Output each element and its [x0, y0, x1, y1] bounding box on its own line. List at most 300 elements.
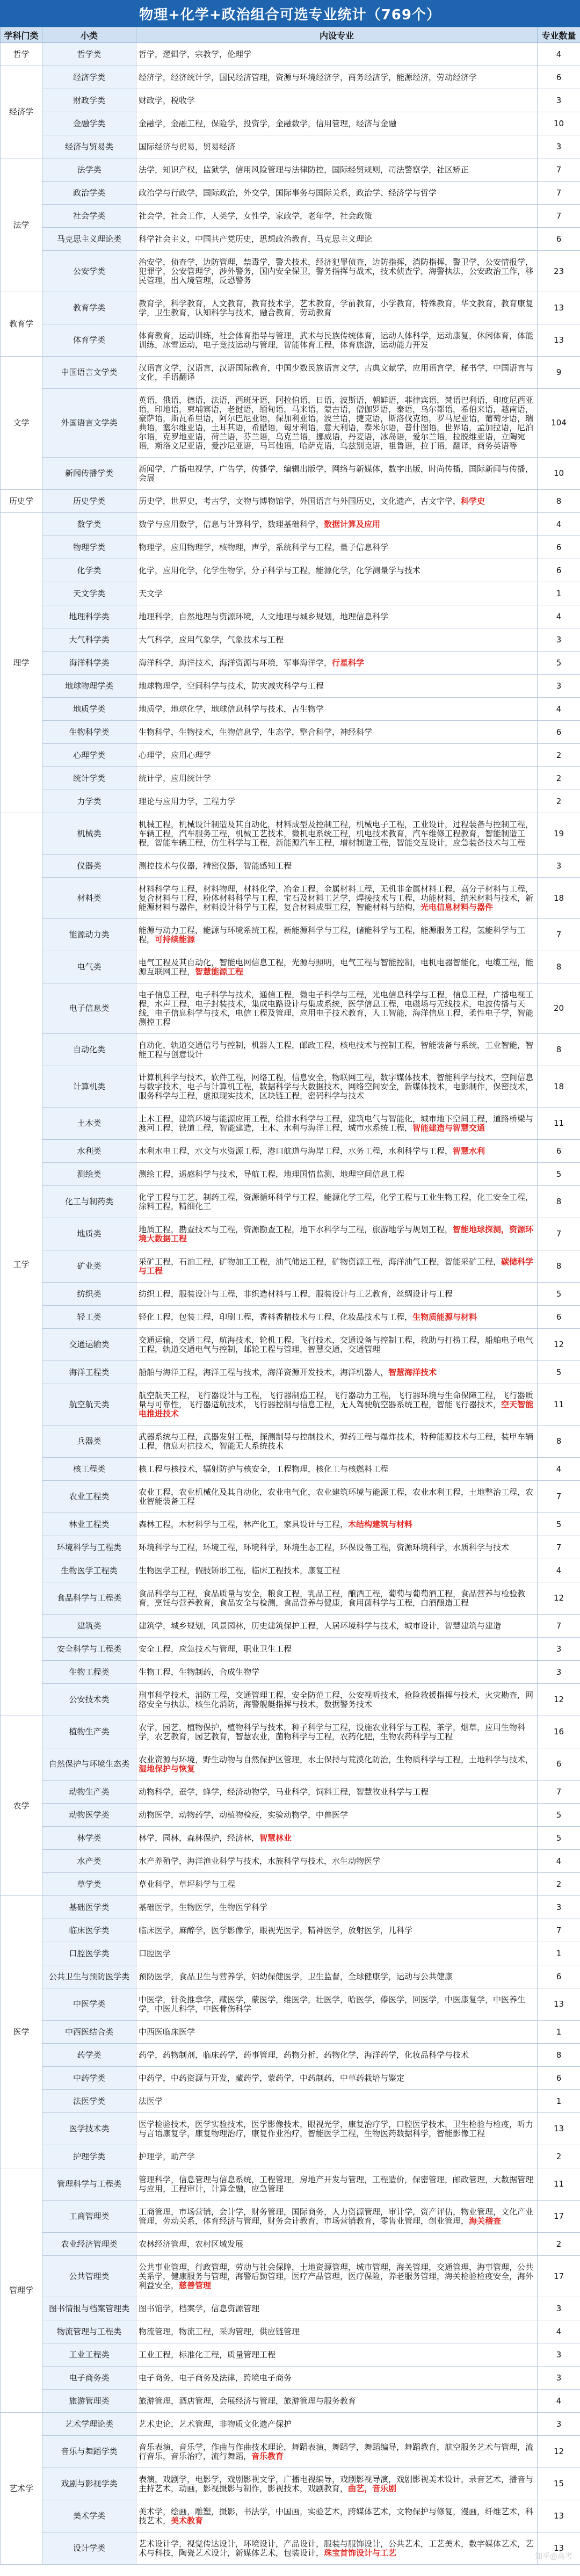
count-cell: 2: [538, 790, 580, 813]
majors-cell: 中医学，针灸推拿学，藏医学，蒙医学，维医学，壮医学，哈医学，傣医学，回医学，中医康复学，中医养生学，中医儿科学，中医骨伤科学: [136, 1988, 538, 2021]
table-row: [1, 1582, 580, 1615]
class-cell: 植物生产类: [42, 1716, 136, 1748]
majors-cell: 医学检验技术，医学实验技术，医学影像技术，眼视光学，康复治疗学，口腔医学技术，卫生检验与检疫，听力与言语康复学，康复物理治疗，康复作业治疗，智能医学工程，生物医药数据科学，智能影像工程: [136, 2113, 538, 2145]
count-cell: 13: [538, 324, 580, 357]
class-cell: 统计学类: [42, 767, 136, 790]
table-row: [1, 66, 580, 89]
count-cell: 12: [538, 2436, 580, 2468]
majors-cell: 临床医学，麻醉学，医学影像学，眼视光医学，精神医学，放射医学，儿科学: [136, 1919, 538, 1942]
majors-text: 水利水电工程，水文与水资源工程，港口航道与海岸工程，水务工程，水利科学与工程，: [139, 1146, 453, 1156]
class-cell: 马克思主义理论类: [42, 228, 136, 251]
watermark: 知乎@高考: [535, 2552, 572, 2561]
majors-cell: 中药学，中药资源与开发，藏药学，蒙药学，中药制药，中草药栽培与鉴定: [136, 2067, 538, 2090]
class-cell: 大气科学类: [42, 628, 136, 652]
table-row: [1, 1781, 580, 1804]
table-row: [1, 2436, 580, 2468]
new-major-highlight: 智能地球探测，资源环境大数据工程: [139, 1224, 534, 1243]
new-major-highlight: 湿地保护与恢复: [139, 1763, 195, 1774]
class-cell: 艺术学理论类: [42, 2413, 136, 2436]
table-row: [1, 878, 580, 919]
count-cell: 6: [538, 536, 580, 559]
class-cell: 地质学类: [42, 698, 136, 721]
new-major-highlight: 音乐教育: [251, 2451, 284, 2461]
class-cell: 体育学类: [42, 324, 136, 357]
majors-text: 历史学，世界史，考古学，文物与博物馆学，外国语言与外国历史，文化遗产，古文字学，: [139, 496, 461, 506]
table-row: [1, 559, 580, 582]
majors-cell: [136, 2532, 538, 2565]
count-cell: 5: [538, 1361, 580, 1384]
class-cell: 物流管理与工程类: [42, 2320, 136, 2343]
majors-text: 音乐表演，音乐学，作曲与作曲技术理论，舞蹈表演，舞蹈学，舞蹈编导，舞蹈教育，航空服务艺术与管理，流行音乐，音乐治疗，流行舞蹈，: [139, 2442, 534, 2461]
majors-cell: 政治学与行政学，国际政治，外交学，国际事务与国际关系，政治学、经济学与哲学: [136, 182, 538, 205]
table-row: [1, 158, 580, 182]
class-cell: 力学类: [42, 790, 136, 813]
class-cell: 环境科学与工程类: [42, 1536, 136, 1559]
majors-cell: 工业工程，标准化工程，质量管理工程: [136, 2343, 538, 2367]
new-major-highlight: 空天智能电推进技术: [139, 1399, 534, 1419]
majors-cell: 艺术史论，艺术管理，非物质文化遗产保护: [136, 2413, 538, 2436]
count-cell: 20: [538, 983, 580, 1034]
majors-text: 农业资源与环境，野生动物与自然保护区管理，水土保持与荒漠化防治，生物质科学与工程，土地科学与技术，: [139, 1754, 534, 1764]
count-cell: 17: [538, 2256, 580, 2297]
table-row: [1, 324, 580, 357]
class-cell: 海洋工程类: [42, 1361, 136, 1384]
majors-cell: 护理学，助产学: [136, 2145, 538, 2168]
class-cell: 草学类: [42, 1873, 136, 1896]
table-row: [1, 228, 580, 251]
majors-cell: 测绘工程，遥感科学与技术，导航工程，地理国情监测，地理空间信息工程: [136, 1163, 538, 1186]
table-row: [1, 628, 580, 652]
table-row: [1, 1988, 580, 2021]
majors-text: 表演，戏剧学，电影学，戏剧影视文学，广播电视编导，戏剧影视导演，戏剧影视美术设计，录音艺术，播音与主持艺术，动画，影视摄影与制作，影视技术，戏剧教育，: [139, 2474, 534, 2493]
class-cell: 临床医学类: [42, 1919, 136, 1942]
count-cell: 7: [538, 205, 580, 228]
table-row: [1, 1140, 580, 1163]
table-row: [1, 2390, 580, 2413]
count-cell: 2: [538, 744, 580, 767]
class-cell: 电子商务类: [42, 2367, 136, 2390]
table-row: [1, 536, 580, 559]
count-cell: 3: [538, 628, 580, 652]
majors-cell: 测控技术与仪器，精密仪器，智能感知工程: [136, 855, 538, 878]
count-cell: 6: [538, 1748, 580, 1781]
class-cell: 仪器类: [42, 855, 136, 878]
majors-cell: 统计学，应用统计学: [136, 767, 538, 790]
header-row: [1, 27, 580, 43]
majors-cell: 地质学，地球化学，地球信息科学与技术，古生物学: [136, 698, 538, 721]
majors-text: 轻化工程，包装工程，印刷工程，香料香精技术与工程，化妆品技术与工程，: [139, 1312, 413, 1322]
majors-cell: 安全工程，应急技术与管理，职业卫生工程: [136, 1638, 538, 1661]
new-major-highlight: 可持续能源: [155, 934, 195, 944]
class-cell: 海洋科学类: [42, 652, 136, 675]
count-cell: 3: [538, 2367, 580, 2390]
majors-text: 能源与动力工程，能源与环境系统工程，新能源科学与工程，储能科学与工程，能源服务工程，氢能科学与工程，: [139, 925, 526, 944]
majors-cell: 图书馆学，档案学，信息资源管理: [136, 2297, 538, 2320]
table-row: [1, 135, 580, 158]
majors-cell: 国际经济与贸易，贸易经济: [136, 135, 538, 158]
class-cell: 地理科学类: [42, 605, 136, 628]
class-cell: 药学类: [42, 2044, 136, 2067]
table-row: [1, 112, 580, 135]
class-cell: 水产类: [42, 1850, 136, 1873]
category-cell: 艺术学: [1, 2413, 42, 2565]
count-cell: 13: [538, 2113, 580, 2145]
majors-cell: 旅游管理，酒店管理，会展经济与管理，旅游管理与服务教育: [136, 2390, 538, 2413]
count-cell: 1: [538, 582, 580, 605]
count-cell: 7: [538, 182, 580, 205]
class-cell: 法医学类: [42, 2090, 136, 2113]
class-cell: 中国语言文学类: [42, 357, 136, 389]
class-cell: 交通运输类: [42, 1329, 136, 1361]
count-cell: 6: [538, 2067, 580, 2090]
class-cell: 医学技术类: [42, 2113, 136, 2145]
majors-cell: 建筑学，城乡规划，风景园林，历史建筑保护工程，人居环境科学与技术，城市设计，智慧建筑与建造: [136, 1615, 538, 1638]
class-cell: 金融学类: [42, 112, 136, 135]
table-row: [1, 2413, 580, 2436]
count-cell: 5: [538, 1827, 580, 1850]
count-cell: 1: [538, 2090, 580, 2113]
count-cell: 3: [538, 1896, 580, 1919]
class-cell: 管理科学与工程类: [42, 2168, 136, 2201]
class-cell: 中药学类: [42, 2067, 136, 2090]
table-row: [1, 2532, 580, 2565]
count-cell: 10: [538, 458, 580, 490]
majors-cell: 口腔医学: [136, 1942, 538, 1965]
majors-cell: 管理科学，信息管理与信息系统，工程管理，房地产开发与管理，工程造价，保密管理，邮政管理，大数据管理与应用，工程审计，计算金融，应急管理: [136, 2168, 538, 2201]
new-major-highlight: 智慧海洋技术: [388, 1367, 437, 1377]
new-major-highlight: 科学史: [461, 496, 485, 506]
majors-text: 美术学，绘画，雕塑，摄影，书法学，中国画，实验艺术，跨媒体艺术，文物保护与修复，漫画，纤维艺术，科技艺术，: [139, 2506, 534, 2526]
count-cell: 7: [538, 1536, 580, 1559]
count-cell: 4: [538, 1850, 580, 1873]
count-cell: 3: [538, 675, 580, 698]
table-row: [1, 43, 580, 66]
majors-cell: 地理科学，自然地理与资源环境，人文地理与城乡规划，地理信息科学: [136, 605, 538, 628]
majors-cell: 哲学，逻辑学，宗教学，伦理学: [136, 43, 538, 66]
category-cell: 农学: [1, 1716, 42, 1896]
count-cell: 11: [538, 1108, 580, 1140]
table-row: [1, 1218, 580, 1250]
new-major-highlight: 慈善管理: [179, 2280, 212, 2290]
class-cell: 外国语言文学类: [42, 389, 136, 458]
class-cell: 地球物理学类: [42, 675, 136, 698]
majors-cell: 化学工程与工艺，制药工程，资源循环科学与工程，能源化学工程，化学工程与工业生物工程，化工安全工程，涂料工程，精细化工: [136, 1186, 538, 1218]
majors-cell: 化学，应用化学，化学生物学，分子科学与工程，能源化学，化学测量学与技术: [136, 559, 538, 582]
category-cell: 教育学: [1, 292, 42, 357]
majors-cell: 动物科学，蚕学，蜂学，经济动物学，马业科学，饲料工程，智慧牧业科学与工程: [136, 1781, 538, 1804]
table-row: [1, 1536, 580, 1559]
page-title-text: 物理+化学+政治组合可选专业统计（769个）: [139, 6, 441, 23]
class-cell: 护理学类: [42, 2145, 136, 2168]
class-cell: 物理学类: [42, 536, 136, 559]
class-cell: 动物医学类: [42, 1804, 136, 1827]
count-cell: 2: [538, 2233, 580, 2256]
table-row: [1, 2090, 580, 2113]
table-row: [1, 2256, 580, 2297]
count-cell: 16: [538, 1716, 580, 1748]
table-row: [1, 1481, 580, 1513]
class-cell: 社会学类: [42, 205, 136, 228]
header-class: 小类: [42, 27, 136, 43]
class-cell: 经济学类: [42, 66, 136, 89]
count-cell: 17: [538, 2201, 580, 2233]
count-cell: 18: [538, 878, 580, 919]
count-cell: 7: [538, 1615, 580, 1638]
majors-cell: 体育教育，运动训练，社会体育指导与管理，武术与民族传统体育，运动人体科学，运动康复，休闲体育，体能训练，冰雪运动，电子竞技运动与管理，智能体育工程，体育旅游，运动能力开发: [136, 324, 538, 357]
count-cell: 6: [538, 66, 580, 89]
class-cell: 纺织类: [42, 1283, 136, 1306]
category-cell: 管理学: [1, 2168, 42, 2413]
majors-cell: [136, 513, 538, 536]
count-cell: 12: [538, 1329, 580, 1361]
majors-cell: 刑事科学技术，消防工程，交通管理工程，安全防范工程，公安视听技术，抢险救援指挥与技术，火灾勘查，网络安全与执法，核生化消防，海警舰艇指挥与技术，数据警务技术: [136, 1684, 538, 1716]
class-cell: 戏剧与影视学类: [42, 2468, 136, 2500]
majors-cell: 农林经济管理，农村区域发展: [136, 2233, 538, 2256]
table-row: [1, 89, 580, 112]
table-row: [1, 2168, 580, 2201]
class-cell: 设计学类: [42, 2532, 136, 2565]
majors-cell: [136, 1827, 538, 1850]
header-count: 专业数量: [538, 27, 580, 43]
table-row: [1, 2500, 580, 2532]
count-cell: 10: [538, 112, 580, 135]
majors-cell: 预防医学，食品卫生与营养学，妇幼保健医学，卫生监督，全球健康学，运动与公共健康: [136, 1965, 538, 1988]
category-cell: 哲学: [1, 43, 42, 66]
majors-cell: 英语，俄语，德语，法语，西班牙语，阿拉伯语，日语，波斯语，朝鲜语，菲律宾语，梵语巴利语，印度尼西亚语，印地语，柬埔寨语，老挝语，缅甸语，马来语，蒙古语，僧伽罗语，泰语，乌尔都语，希伯来语，越南语，豪萨语，斯瓦希里语，阿尔巴尼亚语，保加利亚语，波兰语，捷克语，斯洛伐克语，罗马尼亚语，葡萄牙语，瑞典语，塞尔维亚语，土耳其语，希腊语，匈牙利语，意大利语，泰米尔语，普什图语，世界语，孟加拉语，尼泊尔语，克罗地亚语，荷兰语，芬兰语，乌克兰语，挪威语，丹麦语，冰岛语，爱尔兰语，拉脱维亚语，立陶宛语，斯洛文尼亚语，爱沙尼亚语，马耳他语，哈萨克语，乌兹别克语，祖鲁语，拉丁语，翻译，商务英语等: [136, 389, 538, 458]
table-row: [1, 855, 580, 878]
majors-cell: 机械工程，机械设计制造及其自动化，材料成型及控制工程，机械电子工程，工业设计，过程装备与控制工程，车辆工程，汽车服务工程，机械工艺技术，微机电系统工程，机电技术教育，汽车维修工程教育，智能制造工程，智能车辆工程，仿生科学与工程，新能源汽车工程，增材制造工程，智能交互设计，应急装备技术与工程: [136, 813, 538, 855]
count-cell: 5: [538, 652, 580, 675]
table-row: [1, 2320, 580, 2343]
majors-cell: 农业工程，农业机械化及其自动化，农业电气化，农业建筑环境与能源工程，农业水利工程，土地整治工程，农业智能装备工程: [136, 1481, 538, 1513]
class-cell: 哲学类: [42, 43, 136, 66]
table-row: [1, 2297, 580, 2320]
count-cell: 2: [538, 767, 580, 790]
table-row: [1, 1684, 580, 1716]
class-cell: 水利类: [42, 1140, 136, 1163]
count-cell: 15: [538, 2468, 580, 2500]
count-cell: 7: [538, 158, 580, 182]
count-cell: 7: [538, 919, 580, 951]
count-cell: 8: [538, 1250, 580, 1283]
table-row: [1, 490, 580, 513]
majors-cell: [136, 2256, 538, 2297]
major-table: [0, 27, 580, 2565]
count-cell: 2: [538, 2145, 580, 2168]
count-cell: 8: [538, 951, 580, 983]
majors-text: 数学与应用数学，信息与计算科学，数理基础科学，: [139, 519, 324, 529]
table-row: [1, 389, 580, 458]
count-cell: 9: [538, 357, 580, 389]
table-row: [1, 1559, 580, 1582]
table-row: [1, 357, 580, 389]
table-row: [1, 2468, 580, 2500]
category-cell: 历史学: [1, 490, 42, 513]
table-row: [1, 1896, 580, 1919]
majors-cell: [136, 2201, 538, 2233]
category-cell: 文学: [1, 357, 42, 490]
majors-cell: 心理学，应用心理学: [136, 744, 538, 767]
majors-cell: [136, 919, 538, 951]
table-row: [1, 1638, 580, 1661]
majors-cell: 教育学，科学教育，人文教育，教育技术学，艺术教育，学前教育，小学教育，特殊教育，华文教育，教育康复学，卫生教育，认知科学与技术，融合教育，劳动教育: [136, 292, 538, 324]
new-major-highlight: 曲艺，音乐剧: [348, 2483, 397, 2493]
majors-cell: 汉语言文学，汉语言，汉语国际教育，中国少数民族语言文学，古典文献学，应用语言学，秘书学，中国语言与文化，手语翻译: [136, 357, 538, 389]
class-cell: 数学类: [42, 513, 136, 536]
table-row: [1, 582, 580, 605]
class-cell: 经济与贸易类: [42, 135, 136, 158]
class-cell: 矿业类: [42, 1250, 136, 1283]
count-cell: 8: [538, 490, 580, 513]
majors-cell: 生物工程，生物制药，合成生物学: [136, 1661, 538, 1684]
majors-text: 电气工程及其自动化，智能电网信息工程，光源与照明，电气工程与智能控制，电机电器智能化，电缆工程，能源互联网工程，: [139, 957, 534, 976]
table-row: [1, 1850, 580, 1873]
table-row: [1, 1163, 580, 1186]
header-majors: 内设专业: [136, 27, 538, 43]
table-row: [1, 1827, 580, 1850]
count-cell: 6: [538, 1306, 580, 1329]
majors-text: 材料科学与工程，材料物理，材料化学，冶金工程，金属材料工程，无机非金属材料工程，高分子材料与工程，复合材料与工程，粉体材料科学与工程，宝石及材料工艺学，焊接技术与工程，功能材料，纳米材料与技术，新能源材料与器件，材料设计科学与工程，复合材料成型工程，智能材料与结构，: [139, 884, 534, 912]
table-row: [1, 2067, 580, 2090]
table-row: [1, 2021, 580, 2044]
count-cell: 4: [538, 513, 580, 536]
majors-cell: 生物医学工程，假肢矫形工程，临床工程技术，康复工程: [136, 1559, 538, 1582]
count-cell: 5: [538, 1283, 580, 1306]
majors-text: 采矿工程，石油工程，矿物加工工程，油气储运工程，矿物资源工程，海洋油气工程，智能采矿工程，: [139, 1256, 502, 1267]
header-category: 学科门类: [1, 27, 42, 43]
majors-text: 工商管理，市场营销，会计学，财务管理，国际商务，人力资源管理，审计学，资产评估，物业管理，文化产业管理，劳动关系，体育经济与管理，财务会计教育，市场营销教育，零售业管理，创业管理，: [139, 2206, 534, 2226]
table-row: [1, 1034, 580, 1066]
table-row: [1, 1804, 580, 1827]
table-row: [1, 1066, 580, 1108]
count-cell: 3: [538, 89, 580, 112]
class-cell: 新闻传播学类: [42, 458, 136, 490]
table-row: [1, 2145, 580, 2168]
class-cell: 图书情报与档案管理类: [42, 2297, 136, 2320]
table-row: [1, 1873, 580, 1896]
class-cell: 口腔医学类: [42, 1942, 136, 1965]
table-row: [1, 744, 580, 767]
count-cell: 5: [538, 1804, 580, 1827]
table-row: [1, 182, 580, 205]
majors-text: 船舶与海洋工程，海洋工程与技术，海洋资源开发技术，海洋机器人，: [139, 1367, 389, 1377]
table-row: [1, 2044, 580, 2067]
count-cell: 19: [538, 813, 580, 855]
majors-cell: 计算机科学与技术，软件工程，网络工程，信息安全，物联网工程，数字媒体技术，智能科学与技术，空间信息与数字技术，电子与计算机工程，数据科学与大数据技术，网络空间安全，新媒体技术，电影制作，保密技术，服务科学与工程，虚拟现实技术，区块链工程，密码科学与技术: [136, 1066, 538, 1108]
count-cell: 6: [538, 1140, 580, 1163]
count-cell: 13: [538, 292, 580, 324]
table-row: [1, 1329, 580, 1361]
table-body: [1, 43, 580, 2565]
count-cell: 13: [538, 2500, 580, 2532]
majors-cell: [136, 2436, 538, 2468]
class-cell: 电子信息类: [42, 983, 136, 1034]
table-row: [1, 1108, 580, 1140]
majors-text: 地质工程，勘查技术与工程，资源勘查工程，地下水科学与工程，旅游地学与规划工程，: [139, 1224, 453, 1234]
majors-cell: 电子信息工程，电子科学与技术，通信工程，微电子科学与工程，光电信息科学与工程，信息工程，广播电视工程，水声工程，电子封装技术，集成电路设计与集成系统，医学信息工程，电磁场与无线技术，电波传播与天线，电子信息科学与技术，电信工程及管理，应用电子技术教育，人工智能，海洋信息工程，柔性电子学，智能测控工程: [136, 983, 538, 1034]
majors-cell: 自动化，轨道交通信号与控制，机器人工程，邮政工程，核电技术与控制工程，智能装备与系统，工业智能，智能工程与创意设计: [136, 1034, 538, 1066]
new-major-highlight: 碳储科学与工程: [139, 1256, 534, 1276]
table-row: [1, 698, 580, 721]
majors-cell: 法学，知识产权，监狱学，信用风险管理与法律防控，国际经贸规则，司法警察学，社区矫正: [136, 158, 538, 182]
table-row: [1, 1361, 580, 1384]
class-cell: 历史学类: [42, 490, 136, 513]
table-row: [1, 652, 580, 675]
class-cell: 化工与制药类: [42, 1186, 136, 1218]
new-major-highlight: 智慧能源工程: [195, 966, 244, 976]
class-cell: 农业经济管理类: [42, 2233, 136, 2256]
majors-cell: [136, 951, 538, 983]
class-cell: 生物医学工程类: [42, 1559, 136, 1582]
count-cell: 4: [538, 698, 580, 721]
table-row: [1, 251, 580, 292]
count-cell: 23: [538, 251, 580, 292]
count-cell: 6: [538, 559, 580, 582]
majors-cell: 中西医临床医学: [136, 2021, 538, 2044]
class-cell: 公共管理类: [42, 2256, 136, 2297]
count-cell: 18: [538, 1066, 580, 1108]
statistics-sheet: [0, 27, 580, 2565]
class-cell: 安全科学与工程类: [42, 1638, 136, 1661]
new-major-highlight: 行星科学: [332, 657, 365, 668]
new-major-highlight: 木结构建筑与材料: [348, 1519, 413, 1529]
count-cell: 5: [538, 1163, 580, 1186]
majors-cell: 大气科学，应用气象学，气象技术与工程: [136, 628, 538, 652]
table-row: [1, 675, 580, 698]
majors-cell: 经济学，经济统计学，国民经济管理，资源与环境经济学，商务经济学，能源经济，劳动经济学: [136, 66, 538, 89]
table-row: [1, 1426, 580, 1458]
class-cell: 林业工程类: [42, 1513, 136, 1536]
table-row: [1, 458, 580, 490]
class-cell: 中医学类: [42, 1988, 136, 2021]
new-major-highlight: 数据计算及应用: [324, 519, 381, 529]
majors-cell: 物流管理，物流工程，采购管理，供应链管理: [136, 2320, 538, 2343]
class-cell: 中西医结合类: [42, 2021, 136, 2044]
majors-cell: 物理学，应用物理学，核物理，声学，系统科学与工程，量子信息科学: [136, 536, 538, 559]
count-cell: 13: [538, 2532, 580, 2565]
table-row: [1, 2343, 580, 2367]
majors-cell: 农学，园艺，植物保护，植物科学与技术，种子科学与工程，设施农业科学与工程，茶学，烟草，应用生物科学，农艺教育，园艺教育，智慧农业，菌物科学与工程，农药化肥，生物农药科学与工程: [136, 1716, 538, 1748]
count-cell: 2: [538, 1873, 580, 1896]
class-cell: 化学类: [42, 559, 136, 582]
majors-cell: [136, 1513, 538, 1536]
count-cell: 3: [538, 2297, 580, 2320]
class-cell: 食品科学与工程类: [42, 1582, 136, 1615]
class-cell: 能源动力类: [42, 919, 136, 951]
count-cell: 11: [538, 1384, 580, 1426]
table-row: [1, 1384, 580, 1426]
majors-cell: 纺织工程，服装设计与工程，非织造材料与工程，服装设计与工艺教育，丝绸设计与工程: [136, 1283, 538, 1306]
table-row: [1, 2201, 580, 2233]
class-cell: 电气类: [42, 951, 136, 983]
majors-text: 航空航天工程，飞行器设计与工程，飞行器制造工程，飞行器动力工程，飞行器环境与生命保障工程，飞行器质量与可靠性，飞行器适航技术，飞行器控制与信息工程，无人驾驶航空器系统工程，智能飞行器技术，: [139, 1390, 534, 1409]
table-row: [1, 1748, 580, 1781]
count-cell: 3: [538, 1661, 580, 1684]
majors-cell: 法医学: [136, 2090, 538, 2113]
count-cell: 8: [538, 1426, 580, 1458]
category-cell: 理学: [1, 513, 42, 813]
table-row: [1, 721, 580, 744]
majors-cell: 药学，药物制剂，临床药学，药事管理，药物分析，药物化学，海洋药学，化妆品科学与技术: [136, 2044, 538, 2067]
majors-cell: 基础医学，生物医学，生物医学科学: [136, 1896, 538, 1919]
count-cell: 7: [538, 1781, 580, 1804]
majors-cell: [136, 1384, 538, 1426]
majors-cell: [136, 2468, 538, 2500]
majors-cell: [136, 490, 538, 513]
count-cell: 3: [538, 2343, 580, 2367]
class-cell: 机械类: [42, 813, 136, 855]
count-cell: 7: [538, 1218, 580, 1250]
